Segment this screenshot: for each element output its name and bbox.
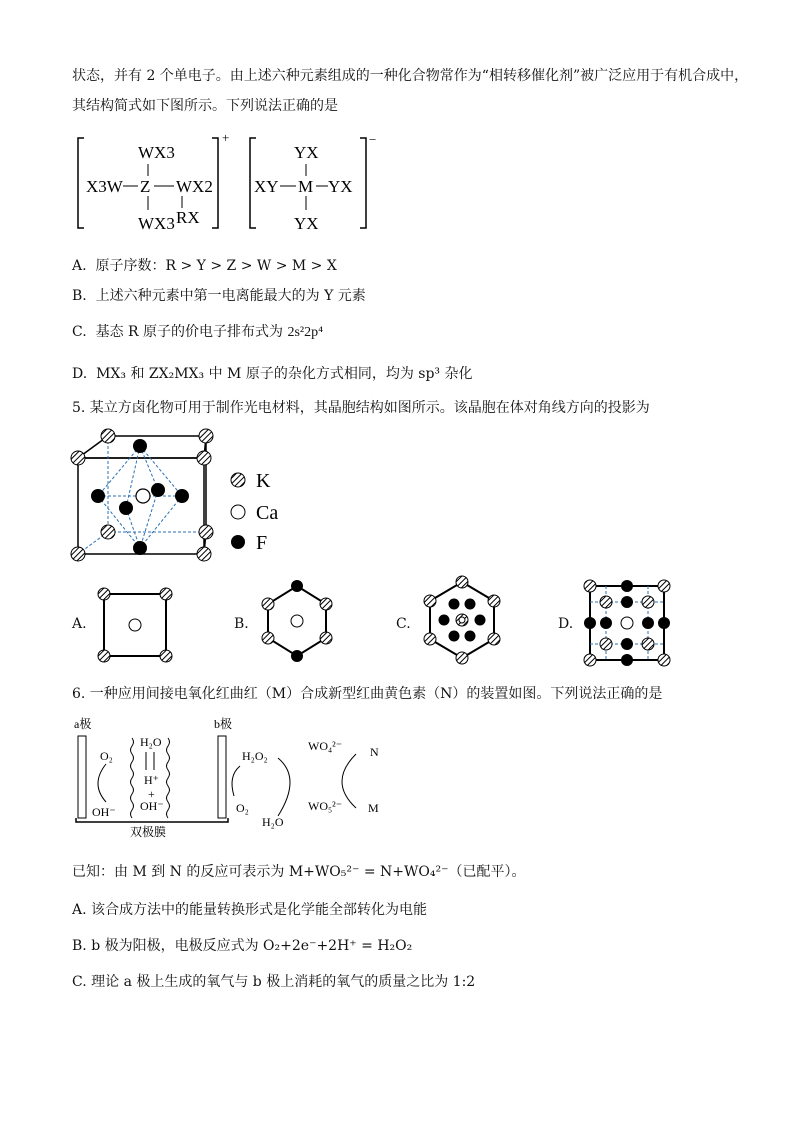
membrane-label: 双极膜 [130, 825, 167, 839]
left-bracket-close [212, 138, 218, 228]
q5-option-c-label: C. [396, 616, 411, 632]
cation-branch: RX [176, 208, 200, 227]
q4-option-d: D. MX₃ 和 ZX₂MX₃ 中 M 原子的杂化方式相同，均为 sp³ 杂化 [72, 366, 473, 382]
anion-right: YX [328, 177, 353, 196]
electrolysis-diagram [66, 712, 406, 842]
q5-option-a-diagram [94, 586, 178, 666]
q5-option-b-diagram [256, 578, 340, 664]
cation-bottom: WX3 [138, 214, 175, 233]
q6-option-c: C. 理论 a 极上生成的氧气与 b 极上消耗的氧气的质量之比为 1:2 [72, 974, 476, 990]
cation-right: WX2 [176, 177, 213, 196]
legend-f-label: F [256, 532, 268, 554]
q4-option-c: C. 基态 R 原子的价电子排布式为 2s²2p⁴ [72, 324, 324, 340]
m-label: M [368, 801, 379, 815]
q4-option-a: A. 原子序数：R > Y > Z > W > M > X [72, 258, 337, 274]
q5-option-c-diagram [418, 574, 508, 666]
right-bracket-close [360, 138, 366, 228]
unit-cell-diagram [66, 424, 226, 564]
anion-charge: − [369, 132, 377, 147]
q5-option-a-label: A. [72, 616, 87, 632]
anion-top: YX [294, 143, 319, 162]
h2o-mid: H₂O [140, 735, 162, 749]
q5-stem: 5. 某立方卤化物可用于制作光电材料，其晶胞结构如图所示。该晶胞在体对角线方向的投影为 [72, 400, 650, 416]
n-label: N [370, 745, 379, 759]
wo4-label: WO₄²⁻ [308, 739, 343, 753]
oh-left: OH⁻ [92, 805, 116, 819]
q6-option-b: B. b 极为阳极，电极反应式为 O₂+2e⁻+2H⁺ = H₂O₂ [72, 938, 413, 954]
legend-f-icon [231, 535, 245, 549]
cation-left: X3W [86, 177, 123, 196]
q5-option-d-diagram [580, 576, 676, 668]
a-pole-label: a极 [74, 717, 92, 731]
unit-cell-legend [226, 466, 306, 556]
q6-known: 已知：由 M 到 N 的反应可表示为 M+WO₅²⁻ = N+WO₄²⁻（已配平）。 [72, 864, 526, 880]
legend-k-icon [231, 473, 245, 487]
h2o-right: H₂O [262, 815, 284, 829]
q5-option-d-label: D. [558, 616, 574, 632]
anion-left: XY [254, 177, 279, 196]
legend-ca-icon [231, 505, 245, 519]
intro-line-1: 状态，并有 2 个单电子。由上述六种元素组成的一种化合物常作为“相转移催化剂”被广泛应用于有机合成中， [72, 68, 749, 84]
b-pole-label: b极 [214, 717, 233, 731]
o2-left: O₂ [100, 749, 113, 763]
anion-center: M [298, 177, 314, 196]
wo5-label: WO₅²⁻ [308, 799, 343, 813]
h-plus: H⁺ [144, 773, 159, 787]
left-bracket-open [78, 138, 84, 228]
legend-k-label: K [256, 470, 271, 492]
cation-charge: + [222, 130, 230, 145]
oh-mid: OH⁻ [140, 799, 164, 813]
q6-stem: 6. 一种应用间接电氧化红曲红（M）合成新型红曲黄色素（N）的装置如图。下列说法正确的是 [72, 686, 663, 702]
cation-center: Z [140, 177, 151, 196]
q4-option-b: B. 上述六种元素中第一电离能最大的为 Y 元素 [72, 288, 366, 304]
h2o2: H₂O₂ [242, 749, 268, 763]
q6-option-a: A. 该合成方法中的能量转换形式是化学能全部转化为电能 [72, 902, 428, 918]
cation-top: WX3 [138, 143, 175, 162]
catalyst-structure-diagram [70, 128, 390, 246]
intro-line-2: 其结构简式如下图所示。下列说法正确的是 [72, 98, 338, 114]
legend-ca-label: Ca [256, 502, 279, 524]
o2-right: O₂ [236, 801, 249, 815]
q5-option-b-label: B. [234, 616, 249, 632]
plus-sign: + [148, 787, 155, 801]
anion-bottom: YX [294, 214, 319, 233]
